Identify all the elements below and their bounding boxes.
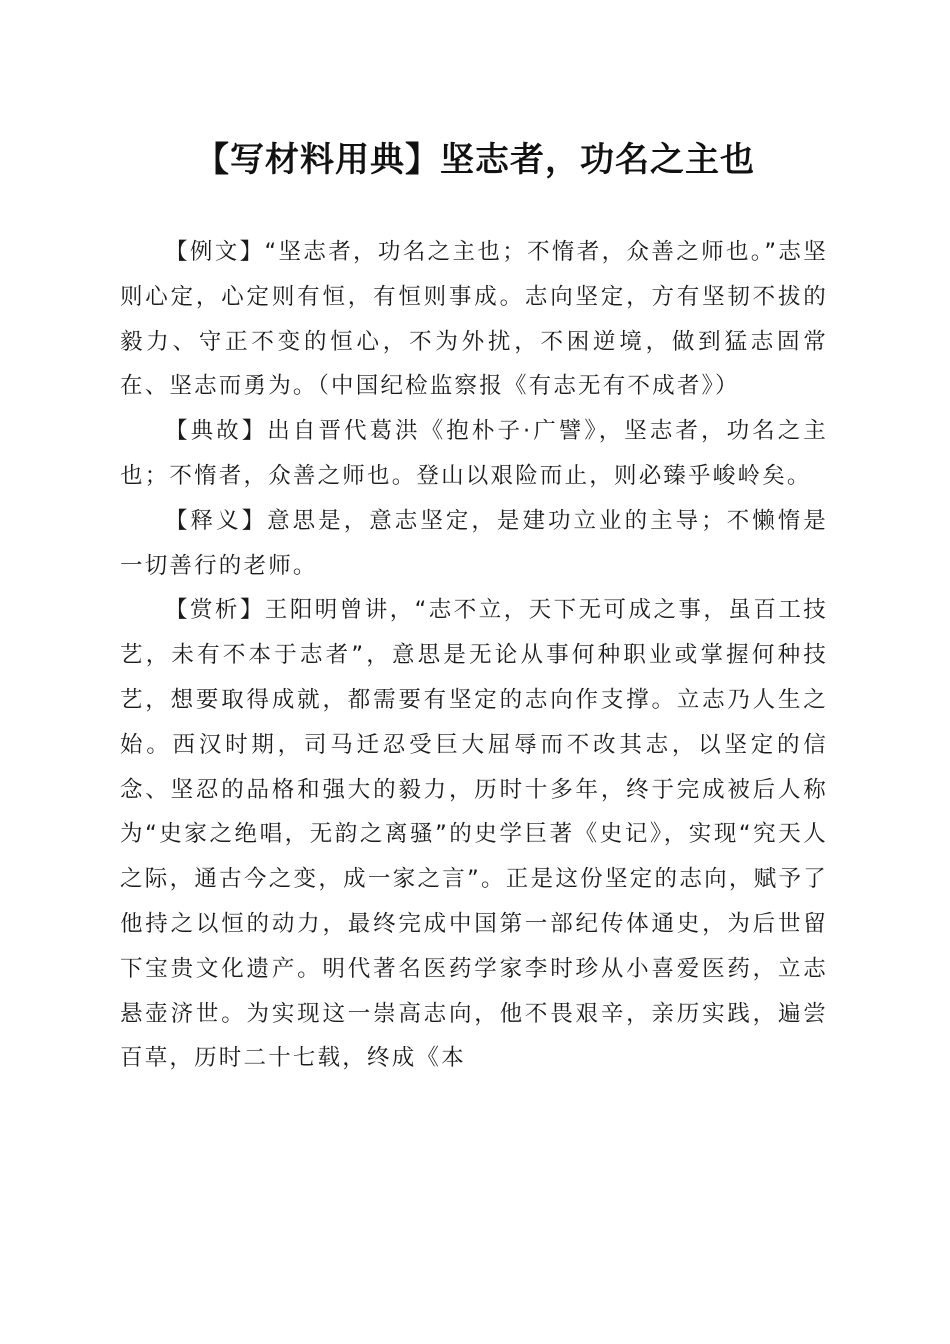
- paragraph-label: 【释义】: [165, 507, 268, 534]
- paragraph-text: 意思是，意志坚定，是建功立业的主导；不懒惰是一切善行的老师。: [120, 507, 828, 579]
- paragraph-text: 王阳明曾讲，“志不立，天下无可成之事，虽百工技艺，未有不本于志者”，意思是无论从事何种职业或掌握何种技艺，想要取得成就，都需要有坚定的志向作支撑。立志乃人生之始。西汉时期，司马迁忍受巨大屈辱而不改其志，以坚定的信念、坚忍的品格和强大的毅力，历时十多年，终于完成被后人称为“史家之绝唱，无韵之离骚”的史学巨著《史记》，实现“究天人之际，通古今之变，成一家之言”。正是这份坚定的志向，赋予了他持之以恒的动力，最终完成中国第一部纪传体通史，为后世留下宝贵文化遗产。明代著名医药学家李时珍从小喜爱医药，立志悬壶济世。为实现这一崇高志向，他不畏艰辛，亲历实践，遍尝百草，历时二十七载，终成《本: [120, 597, 828, 1072]
- document-body: [120, 230, 828, 1081]
- paragraph-allusion: [120, 409, 828, 499]
- paragraph-meaning: [120, 499, 828, 589]
- paragraph-label: 【典故】: [165, 418, 268, 445]
- paragraph-example: [120, 230, 828, 409]
- paragraph-analysis: [120, 588, 828, 1081]
- paragraph-label: 【赏析】: [165, 597, 265, 624]
- paragraph-label: 【例文】: [165, 239, 265, 265]
- document-title: 【写材料用典】坚志者，功名之主也: [195, 140, 755, 180]
- paragraph-text: “坚志者，功名之主也；不惰者，众善之师也。”志坚则心定，心定则有恒，有恒则事成。志向坚定，方有坚韧不拔的毅力、守正不变的恒心，不为外扰，不困逆境，做到猛志固常在、坚志而勇为。（中国纪检监察报《有志无有不成者》）: [120, 239, 828, 400]
- paragraph-text: 出自晋代葛洪《抱朴子·广譬》，坚志者，功名之主也；不惰者，众善之师也。登山以艰险而止，则必臻乎峻岭矣。: [120, 418, 828, 489]
